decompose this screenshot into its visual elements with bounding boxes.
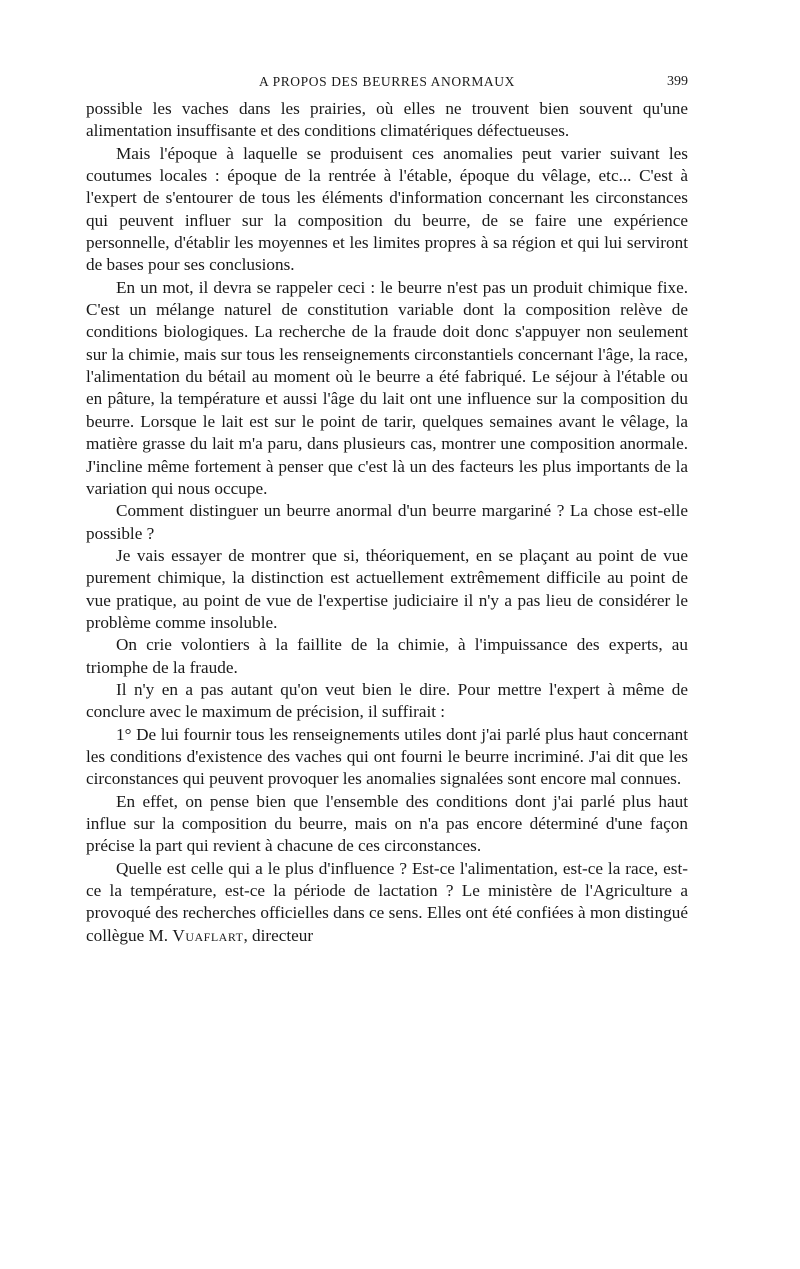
paragraph-text: Quelle est celle qui a le plus d'influence ? Est-ce l'alimentation, est-ce la race, est-ce la température, est-ce la période de lactation ? Le ministère de l'Agriculture a provoqué des recherches officielles dans ce sens. Elles ont été confiées à mon distingué collègue M. [86, 858, 688, 945]
paragraph: On crie volontiers à la faillite de la chimie, à l'impuissance des experts, au triomphe de la fraude. [86, 635, 688, 677]
author-name: Vuaflart [172, 925, 244, 945]
paragraph-tail: , directeur [243, 925, 314, 945]
paragraph: En effet, on pense bien que l'ensemble des conditions dont j'ai parlé plus haut influe sur la composition du beurre, mais on n'a pas encore déterminé d'une façon précise la part qui revient à chacune de ces circonstances. [86, 791, 688, 856]
body-text [86, 98, 688, 947]
document-page [86, 70, 688, 947]
paragraph: Mais l'époque à laquelle se produisent ces anomalies peut varier suivant les coutumes locales : époque de la rentrée à l'étable, époque du vêlage, etc... C'est à l'expert de s'entourer de tous les éléments d'information concernant les circonstances qui peuvent influer sur la composition du beurre, de se faire une expérience personnelle, d'établir les moyennes et les limites propres à sa région et qui lui serviront de bases pour ses conclusions. [86, 143, 688, 275]
page-header [86, 70, 688, 92]
paragraph: En un mot, il devra se rappeler ceci : le beurre n'est pas un produit chimique fixe. C'est un mélange naturel de constitution variable dont la composition relève de conditions biologiques. La recherche de la fraude doit donc s'appuyer non seulement sur la chimie, mais sur tous les renseignements circonstantiels concernant l'âge, la race, l'alimentation du bétail au moment où le beurre a été fabriqué. Le séjour à l'étable ou en pâture, la température et aussi l'âge du lait ont une influence sur la composition du beurre. Lorsque le lait est sur le point de tarir, quelques semaines avant le vêlage, la matière grasse du lait m'a paru, dans plusieurs cas, montrer une composition anormale. J'incline même fortement à penser que c'est là un des facteurs les plus importants de la variation qui nous occupe. [86, 277, 688, 498]
paragraph: Je vais essayer de montrer que si, théoriquement, en se plaçant au point de vue purement chimique, la distinction est actuellement extrêmement difficile au point de vue pratique, au point de vue de l'expertise judiciaire il n'y a pas lieu de considérer le problème comme insoluble. [86, 545, 688, 632]
paragraph: possible les vaches dans les prairies, où elles ne trouvent bien souvent qu'une alimentation insuffisante et des conditions climatériques défectueuses. [86, 99, 688, 141]
paragraph: Comment distinguer un beurre anormal d'un beurre margariné ? La chose est-elle possible ? [86, 501, 688, 543]
paragraph: Il n'y en a pas autant qu'on veut bien le dire. Pour mettre l'expert à même de conclure avec le maximum de précision, il suffirait : [86, 679, 688, 722]
page-number: 399 [667, 74, 688, 89]
paragraph-last [86, 858, 688, 947]
running-title: A PROPOS DES BEURRES ANORMAUX [259, 74, 515, 89]
paragraph: 1° De lui fournir tous les renseignements utiles dont j'ai parlé plus haut concernant les conditions d'existence des vaches qui ont fourni le beurre incriminé. J'ai dit que les circonstances qui peuvent provoquer les anomalies signalées sont encore mal connues. [86, 724, 688, 789]
